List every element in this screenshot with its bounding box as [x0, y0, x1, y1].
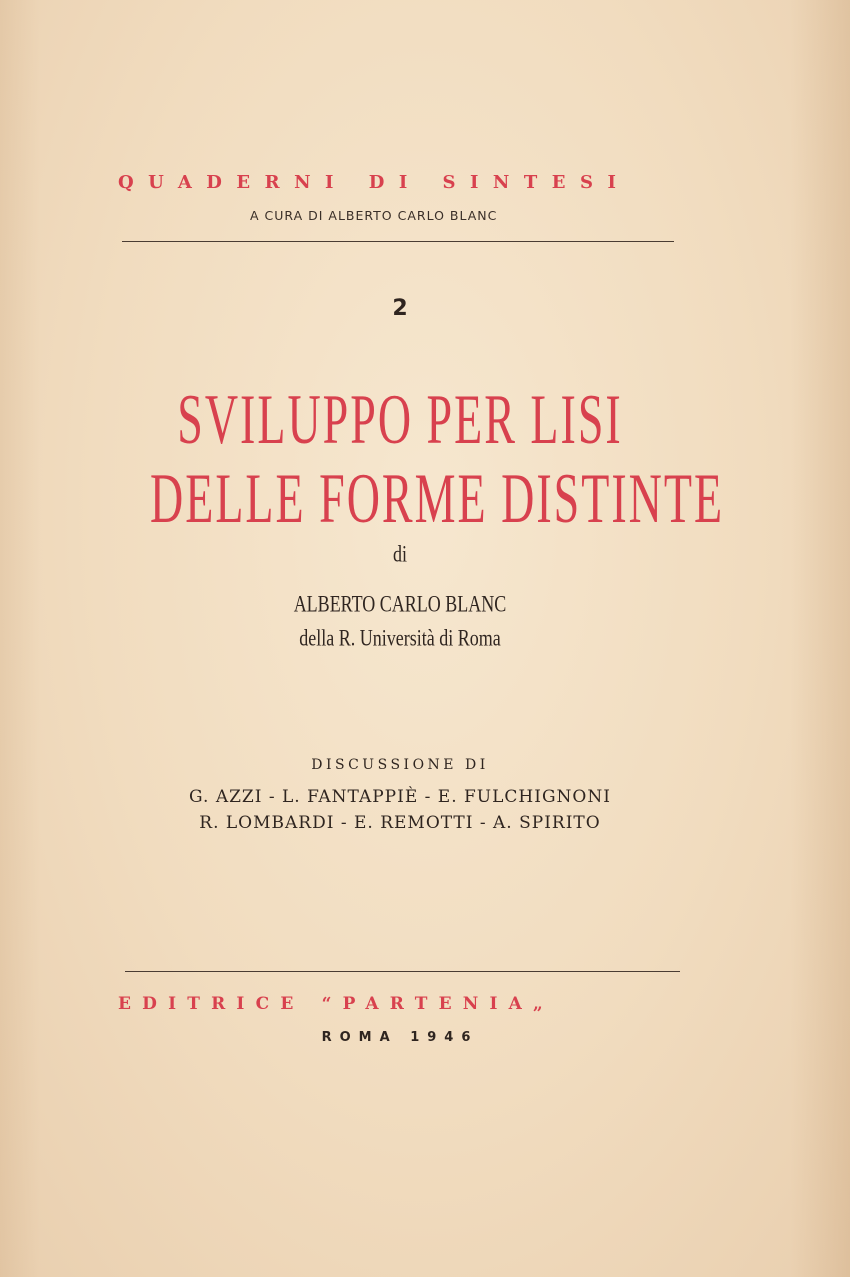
main-title-line-2: DELLE FORME DISTINTE	[150, 458, 725, 538]
discussion-label: DISCUSSIONE DI	[311, 757, 489, 773]
main-title-line-1: SVILUPPO PER LISI	[177, 379, 623, 459]
discussants-line-1: G. AZZI - L. FANTAPPIÈ - E. FULCHIGNONI	[189, 787, 611, 807]
top-rule	[122, 241, 674, 242]
series-editor: A CURA DI ALBERTO CARLO BLANC	[250, 208, 498, 223]
series-title: QUADERNI DI SINTESI	[118, 172, 631, 193]
author-affiliation: della R. Università di Roma	[299, 624, 501, 651]
bottom-rule	[125, 971, 680, 972]
place-and-year: ROMA 1946	[321, 1030, 479, 1045]
author-name: ALBERTO CARLO BLANC	[293, 590, 507, 617]
discussants-line-2: R. LOMBARDI - E. REMOTTI - A. SPIRITO	[199, 813, 601, 833]
paper-edge-shadow-left	[0, 0, 40, 1277]
publisher-name: EDITRICE “PARTENIA„	[118, 994, 554, 1014]
by-word: di	[392, 540, 407, 567]
volume-number: 2	[392, 296, 408, 321]
paper-edge-shadow-right	[790, 0, 850, 1277]
